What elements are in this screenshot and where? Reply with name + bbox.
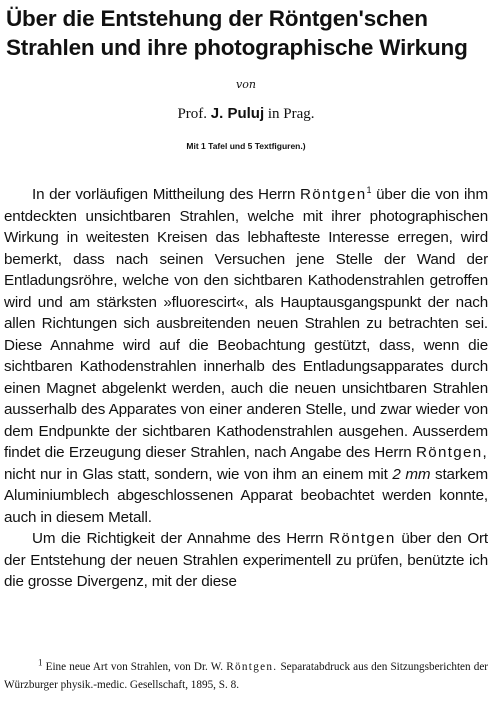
para2-text-2: über den Ort der Entstehung der neuen Strahlen experimentell zu prüfen, benützte ich die grosse Divergenz, mit der diese bbox=[4, 530, 488, 590]
para2-text-1: Um die Richtigkeit der Annahme des Herrn bbox=[32, 530, 324, 547]
footnote-name-roentgen: Röntgen. bbox=[226, 661, 278, 673]
footnote-text-1: Eine neue Art von Strahlen, von Dr. W. bbox=[42, 661, 224, 673]
paragraph-2 bbox=[4, 528, 488, 593]
para1-mm: 2 mm bbox=[392, 465, 431, 483]
paragraph-1 bbox=[4, 184, 488, 528]
para1-text-1: In der vorläufigen Mittheilung des Herrn bbox=[32, 186, 296, 203]
para1-text-2: über die von ihm entdeckten unsichtbaren Strahlen, welche mit ihrer photographischen Wirkung in weitesten Kreisen das lebhafteste Interesse erregen, wird bemerkt, dass nach seinen Versuchen jene Stelle der Wand der Entladungsröhre, welche von den sichtbaren Kathodenstrahlen getroffen wird und am stärksten »fluorescirt«, als Hauptausgangspunkt der nach allen Richtungen sich ausbreitenden neuen Strahlen zu betrachten sei. Diese Annahme wird auf die Beobachtung gestützt, dass, wenn die sichtbaren Kathodenstrahlen innerhalb des Entladungsapparates durch einen Magnet abgelenkt werden, auch die neuen unsichtbaren Strahlen ausserhalb des Apparates von einer anderen Stelle, und zwar wieder von dem Endpunkte der sichtbaren Kathodenstrahlen ausgehen. Ausserdem findet die Erzeugung dieser Strahlen, nach Angabe des Herrn bbox=[4, 186, 488, 461]
paper-title bbox=[6, 4, 488, 62]
footnote-1 bbox=[4, 658, 488, 694]
author-suffix: in Prag. bbox=[267, 106, 315, 122]
para1-name-roentgen-2: Röntgen, bbox=[415, 444, 488, 461]
byline-von: von bbox=[236, 78, 256, 91]
footnote-marker-1: 1 bbox=[38, 657, 43, 668]
title-line-2: Strahlen und ihre photographische Wirkung bbox=[6, 35, 468, 60]
plates-note: Mit 1 Tafel und 5 Textfiguren.) bbox=[186, 141, 306, 151]
para1-text-4: starkem Aluminiumblech abgeschlossenen Apparat beobachtet werden konnte, auch in diesem Metall. bbox=[4, 465, 489, 526]
title-line-1: Über die Entstehung der Röntgen'schen bbox=[6, 6, 428, 31]
article-body bbox=[4, 184, 488, 593]
author-prefix: Prof. bbox=[177, 106, 208, 122]
author-name: J. Puluj bbox=[210, 105, 265, 122]
para2-name-roentgen: Röntgen bbox=[329, 530, 396, 547]
para1-text-3: nicht nur in Glas statt, sondern, wie von ihm an einem mit bbox=[4, 465, 393, 483]
author-line bbox=[0, 105, 492, 123]
footnote-ref-1: 1 bbox=[366, 184, 372, 195]
footnotes bbox=[4, 658, 488, 694]
para1-name-roentgen: Röntgen bbox=[299, 186, 367, 203]
footnote-text-2: Separatabdruck aus den Sitzungsberichten der Würzburger physik.-medic. Gesellschaft, 1895, S. 8. bbox=[4, 661, 489, 691]
